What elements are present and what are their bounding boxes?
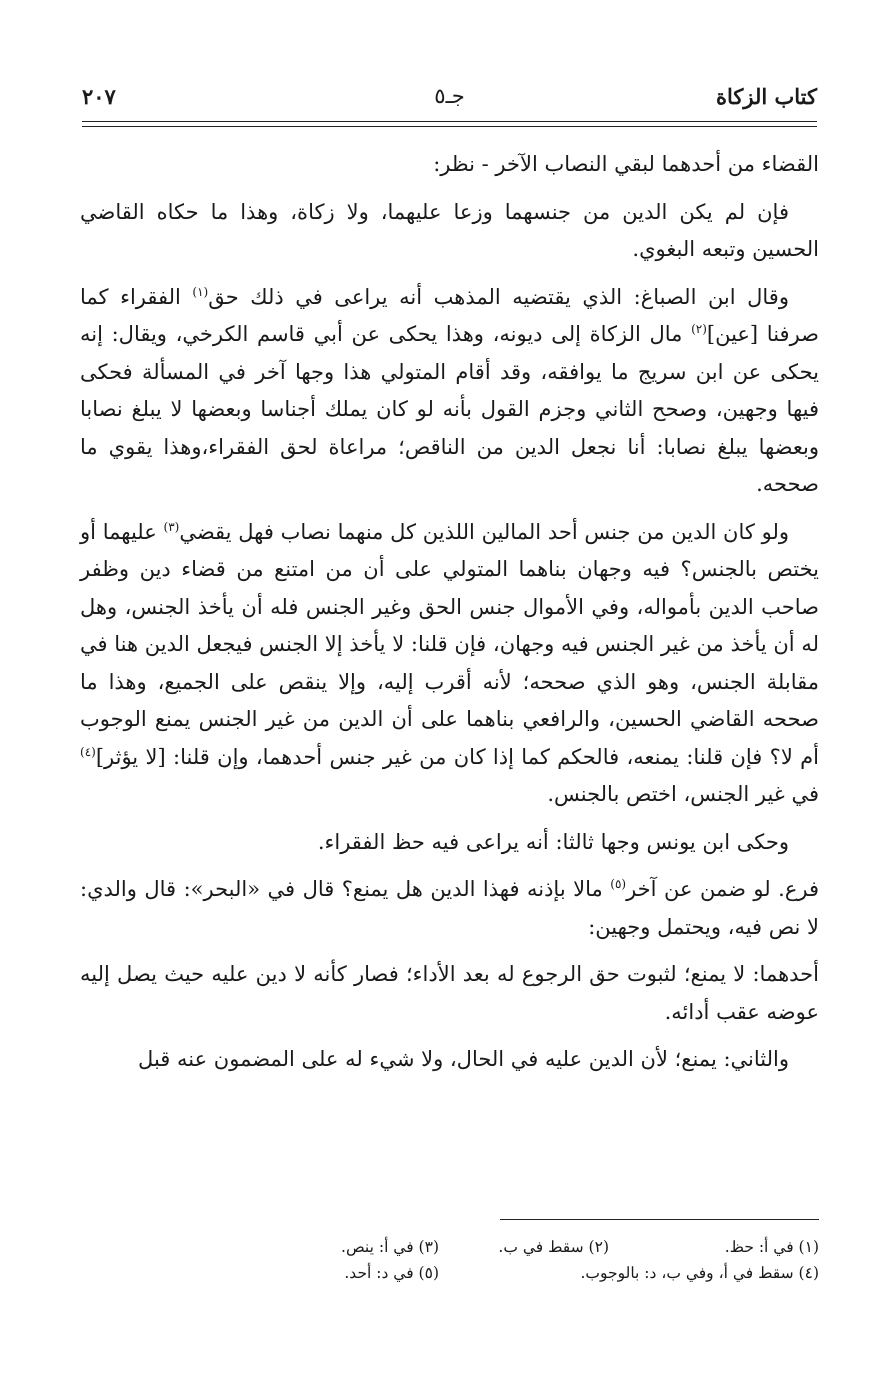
paragraph: فإن لم يكن الدين من جنسهما وزعا عليهما، ولا زكاة، وهذا ما حكاه القاضي الحسين وتبعه البغوي. xyxy=(80,199,819,261)
paragraph: والثاني: يمنع؛ لأن الدين عليه في الحال، ولا شيء له على المضمون عنه قبل xyxy=(138,1047,789,1071)
paragraph: وحكى ابن يونس وجها ثالثا: أنه يراعى فيه حظ الفقراء. xyxy=(317,829,789,854)
footnote-row xyxy=(240,1234,819,1260)
text-run: وقال ابن الصباغ: الذي يقتضيه المذهب أنه يراعى في ذلك حق xyxy=(208,284,789,309)
footnote-separator xyxy=(500,1219,819,1220)
paragraph: القضاء من أحدهما لبقي النصاب الآخر - نظر: xyxy=(433,152,819,176)
footnote-marker: (٣) xyxy=(163,519,180,534)
text-run: مال الزكاة إلى ديونه، وهذا يحكى عن أبي قاسم الكرخي، ويقال: إنه يحكى عن ابن سريج ما يوافقه، وقد أقام المتولي هذا وجها آخر في المسألة فحكى فيها وجهين، وصحح الثاني وجزم القول بأنه لو كان يملك أجناسا وبعضها لا يبلغ نصابا وبعضها يبلغ نصابا: أنا نجعل الدين من الناقص؛ مراعاة لحق الفقراء،وهذا يقوي ما صححه. xyxy=(80,322,819,496)
text-run: الفقراء كما صرفنا [عين] xyxy=(80,284,819,346)
text-run: عليهما أو يختص بالجنس؟ فيه وجهان بناهما المتولي على أن من امتنع من قضاء دين وظفر صاحب الدين بأمواله، وفي الأموال جنس الحق وغير الجنس فله أن يأخذ الجنس، وهل له أن يأخذ من غير الجنس فيه وجهان، فإن قلنا: لا يأخذ إلا الجنس فيجعل الدين هنا في مقابلة الجنس، وهو الذي صححه؛ لأنه أقرب إليه، وإلا ينقص على الجميع، وهذا ما صححه القاضي الحسين، والرافعي بناهما على أن الدين من غير الجنس يمنع الوجوب أم لا؟ فإن قلنا: يمنعه، فالحكم كما إذا كان من غير جنس أحدهما، وإن قلنا: [لا يؤثر] xyxy=(80,519,819,769)
footnote-marker: (١) xyxy=(192,284,209,299)
text-run: مالا بإذنه فهذا الدين هل يمنع؟ قال في «البحر»: قال والدي: لا نص فيه، ويحتمل وجهين: xyxy=(80,877,819,939)
main-text xyxy=(80,146,819,1089)
footnote-row xyxy=(240,1260,819,1286)
volume-label: جـ٥ xyxy=(434,84,465,108)
running-title: كتاب الزكاة xyxy=(715,84,817,109)
paragraph: أحدهما: لا يمنع؛ لثبوت حق الرجوع له بعد الأداء؛ فصار كأنه لا دين عليه حيث يصل إليه عوضه عقب أدائه. xyxy=(80,962,819,1024)
footnote-marker: (٢) xyxy=(691,322,707,336)
footnote: (٥) في د: أحد. xyxy=(344,1264,439,1282)
text-run: في غير الجنس، اختص بالجنس. xyxy=(547,782,819,806)
paragraph xyxy=(80,871,819,946)
text-run: فرع. لو ضمن عن آخر xyxy=(626,877,819,901)
header-rule-bottom xyxy=(82,126,817,127)
header-rule-top xyxy=(82,121,817,122)
page-header xyxy=(82,84,817,118)
footnote: (١) في أ: حظ. xyxy=(724,1238,819,1256)
footnote: (٤) سقط في أ، وفي ب، د: بالوجوب. xyxy=(580,1264,819,1282)
footnote-marker: (٥) xyxy=(610,877,627,891)
footnote-marker: (٤) xyxy=(80,744,96,759)
text-run: ولو كان الدين من جنس أحد المالين اللذين كل منهما نصاب فهل يقضي xyxy=(179,519,789,544)
footnote: (٣) في أ: ينص. xyxy=(341,1238,439,1256)
paragraph xyxy=(80,279,819,504)
page-number: ٢٠٧ xyxy=(82,84,116,109)
footnotes xyxy=(240,1234,819,1286)
footnote: (٢) سقط في ب. xyxy=(498,1238,609,1256)
paragraph xyxy=(80,514,819,814)
